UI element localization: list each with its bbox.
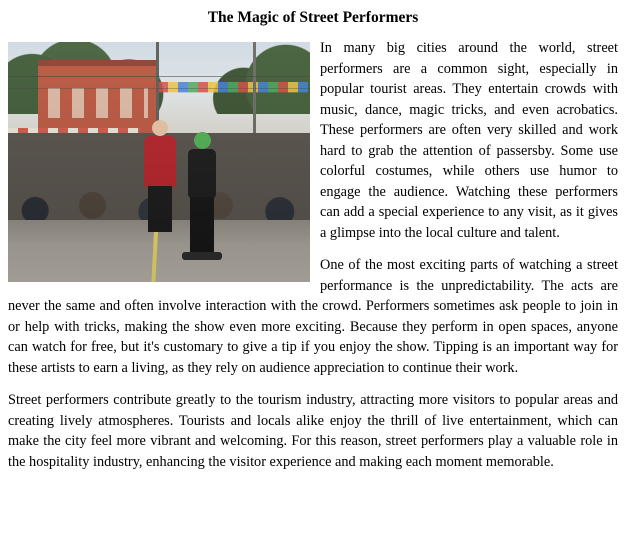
paragraph-3: Street performers contribute greatly to the tourism industry, attracting more visitors to popular areas and creating lively atmospheres. Tourists and locals alike enjoy the thrill of live entertainment, which can make the city feel more vibrant and welcoming. For this reason, street performers play a valuable role in the hospitality industry, enhancing the visitor experience and making each moment memorable. bbox=[8, 392, 618, 470]
page-title: The Magic of Street Performers bbox=[207, 9, 419, 26]
paragraph-2: One of the most exciting parts of watching a street performance is the unpredictability. The acts are never the same and often involve interaction with the crowd. Performers sometimes ask people to join in or help with tricks, making the show even more exciting. Because they perform in open spaces, anyone can watch for free, but it's customary to give a tip if you enjoy the show. Tipping is an important way for these artists to earn a living, as they rely on audience appreciation to continue their work. bbox=[8, 257, 618, 376]
photo-overlay bbox=[8, 42, 310, 282]
paragraph-1: In many big cities around the world, street performers are a common sight, especially in popular tourist areas. They entertain crowds with music, dance, magic tricks, and even acrobatics. These performers are often very skilled and work hard to grab the attention of passersby. Some use colorful costumes, while others use humor to engage the audience. Watching these performers can add a special experience to any visit, as it gives a glimpse into the local culture and talent. bbox=[320, 40, 618, 241]
street-performers-photo bbox=[8, 42, 310, 282]
